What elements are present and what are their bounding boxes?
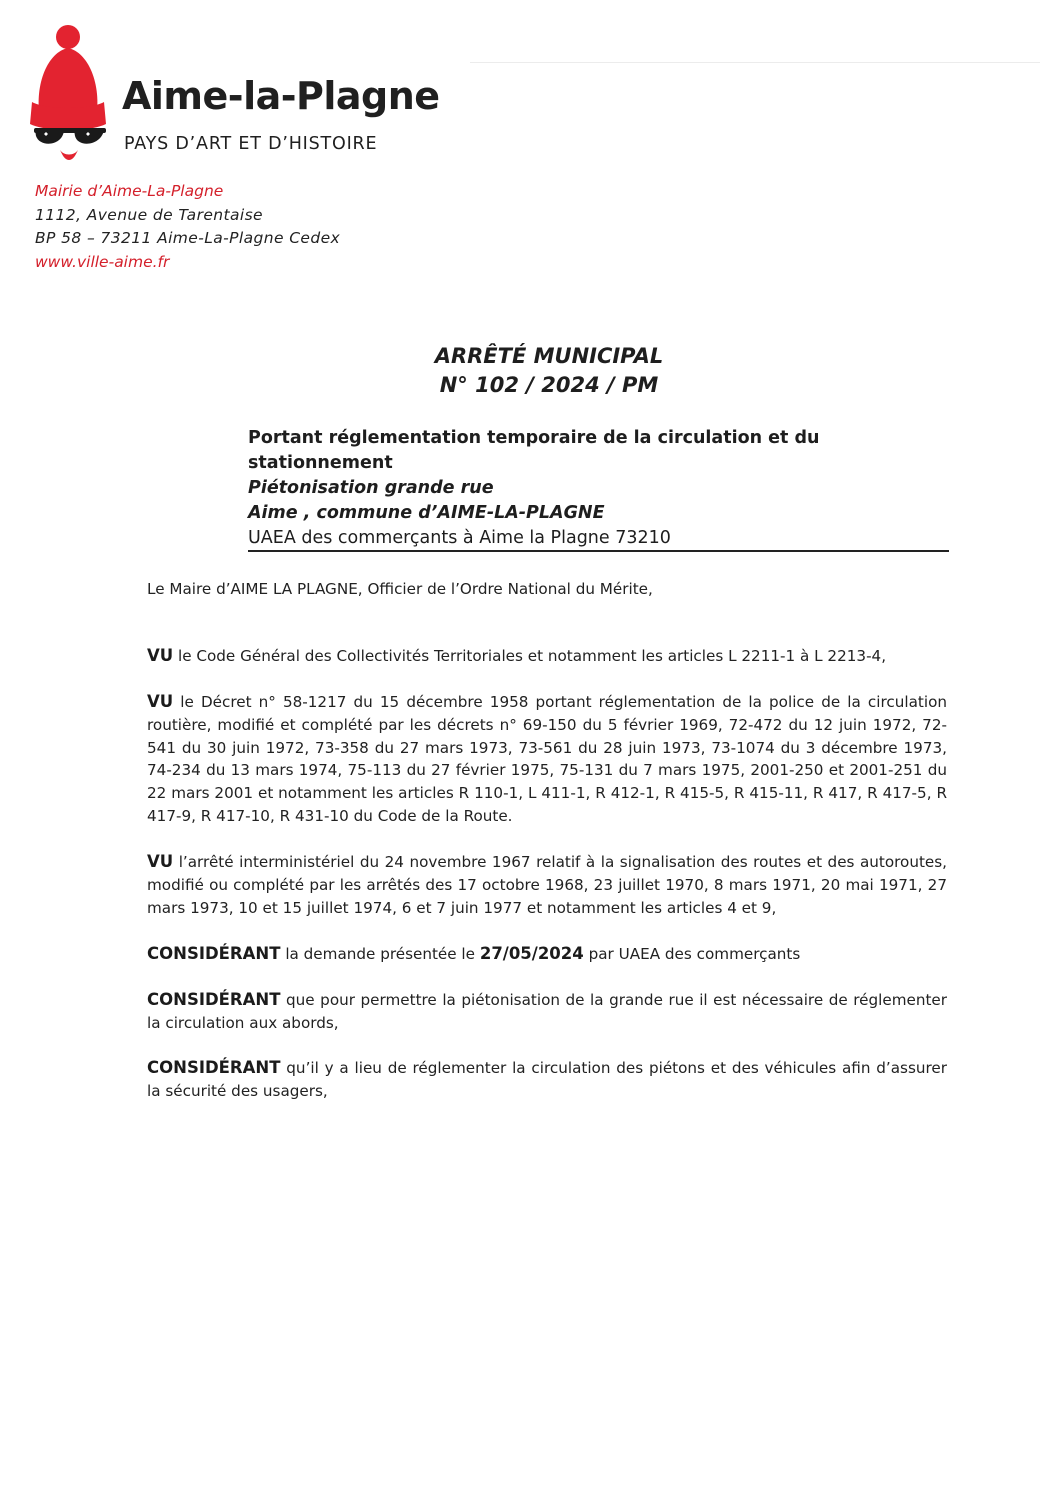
header-rule <box>470 62 1040 63</box>
vu-text-1: le Code Général des Collectivités Territoriales et notamment les articles L 2211-1 à L 2213-4, <box>178 647 887 665</box>
considerant-label: CONSIDÉRANT <box>147 944 281 963</box>
subject-underline <box>248 550 949 552</box>
considerant-label: CONSIDÉRANT <box>147 990 281 1009</box>
intro-paragraph: Le Maire d’AIME LA PLAGNE, Officier de l’Ordre National du Mérite, <box>147 580 653 598</box>
red-beanie-sunglasses-mascot-icon <box>26 24 110 166</box>
subject-line-2: Piétonisation grande rue <box>248 478 494 498</box>
vu-label: VU <box>147 646 174 665</box>
address-line-3: BP 58 – 73211 Aime-La-Plagne Cedex <box>35 229 341 247</box>
vu-label: VU <box>147 692 174 711</box>
considerant-paragraph-1 <box>147 943 947 966</box>
considerant-text-1a: la demande présentée le <box>285 945 476 963</box>
decree-subject <box>248 426 948 551</box>
logo-name: Aime-la-Plagne <box>122 74 440 118</box>
vu-paragraph-1 <box>147 645 947 668</box>
subject-line-3: Aime , commune d’AIME-LA-PLAGNE <box>248 503 605 523</box>
considerant-paragraph-2 <box>147 989 947 1035</box>
town-hall-address <box>35 180 340 274</box>
vu-text-3: l’arrêté interministériel du 24 novembre 1967 relatif à la signalisation des routes et des autoroutes, modifié ou complété par les arrêtés des 17 octobre 1968, 23 juillet 1970, 8 mars 1971, 20 mai 1971, 27 mars 1973, 10 et 15 juillet 1974, 6 et 7 juin 1977 et notamment les articles 4 et 9, <box>147 853 948 917</box>
subject-line-1: Portant réglementation temporaire de la circulation et du stationnement <box>248 428 820 473</box>
address-line-1: Mairie d’Aime-La-Plagne <box>35 182 224 200</box>
vu-paragraph-3 <box>147 851 947 919</box>
decree-number: N° 102 / 2024 / PM <box>439 373 659 397</box>
considerant-paragraph-3 <box>147 1057 947 1103</box>
address-line-2: 1112, Avenue de Tarentaise <box>35 205 263 224</box>
website-link[interactable]: www.ville-aime.fr <box>35 252 170 271</box>
logo-tagline: PAYS D’ART ET D’HISTOIRE <box>124 134 378 154</box>
considerant-text-1b: par UAEA des commerçants <box>588 945 801 963</box>
request-date: 27/05/2024 <box>479 944 584 963</box>
decree-title: ARRÊTÉ MUNICIPAL <box>434 344 664 368</box>
considerant-label: CONSIDÉRANT <box>147 1058 281 1077</box>
vu-label: VU <box>147 852 174 871</box>
vu-text-2: le Décret n° 58-1217 du 15 décembre 1958 portant réglementation de la police de la circulation routière, modifié et complété par les décrets n° 69-150 du 5 février 1969, 72-472 du 12 juin 1972, 72-541 du 30 juin 1972, 73-358 du 27 mars 1973, 73-561 du 28 juin 1973, 73-1074 du 3 décembre 1973, 74-234 du 13 mars 1974, 75-113 du 27 février 1975, 75-131 du 7 mars 1975, 2001-250 et 2001-251 du 22 mars 2001 et notamment les articles R 110-1, L 411-1, R 412-1, R 415-5, R 415-11, R 417, R 417-5, R 417-9, R 417-10, R 431-10 du Code de la Route. <box>147 693 948 825</box>
vu-paragraph-2 <box>147 691 947 828</box>
considerant-text-3: qu’il y a lieu de réglementer la circulation des piétons et des véhicules afin d’assurer la sécurité des usagers, <box>147 1059 948 1100</box>
subject-line-4: UAEA des commerçants à Aime la Plagne 73210 <box>248 528 671 548</box>
considerant-text-2: que pour permettre la piétonisation de la grande rue il est nécessaire de réglementer la circulation aux abords, <box>147 991 948 1032</box>
